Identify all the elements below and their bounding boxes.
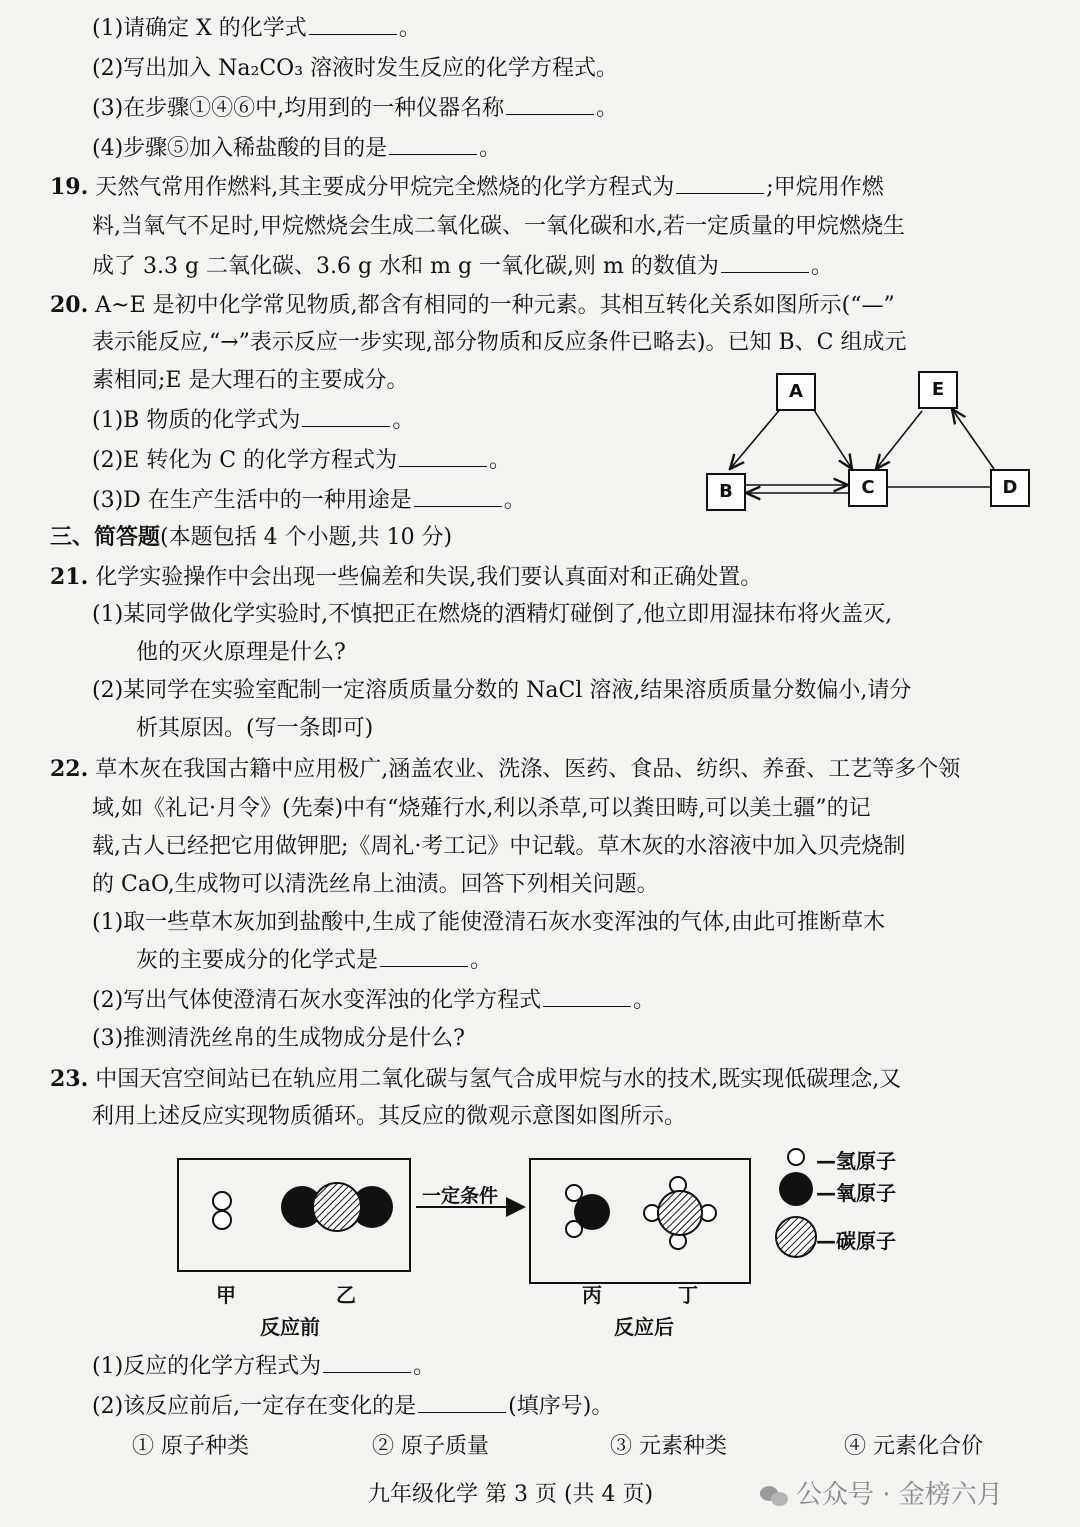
hydrogen-atom [213,1192,231,1210]
node-e: E [918,371,958,409]
q18-part4: (4)步骤⑤加入稀盐酸的目的是 。 [92,136,502,161]
q20-line1: 20. A~E 是初中化学常见物质,都含有相同的一种元素。其相互转化关系如图所示(“—” [50,292,895,318]
option-4: ④ 元素化合价 [844,1434,983,1459]
question-number: 20. [50,292,89,318]
option-2: ② 原子质量 [372,1434,489,1459]
q23-line2: 利用上述反应实现物质循环。其反应的微观示意图如图所示。 [92,1104,687,1129]
answer-blank [399,446,487,467]
q19-line1: 19. 天然气常用作燃料,其主要成分甲烷完全燃烧的化学方程式为 ;甲烷用作燃 [50,174,884,200]
legend-carbon: —碳原子 [816,1229,896,1253]
q22-part1b: 灰的主要成分的化学式是 。 [136,948,493,973]
label-bing: 丙 [582,1283,602,1307]
node-a: A [776,373,816,411]
watermark: 公众号 · 金榜六月 [760,1474,1003,1511]
legend-hydrogen: —氢原子 [816,1149,896,1173]
answer-blank [302,406,390,427]
section-title: 三、简答题(本题包括 4 个小题,共 10 分) [50,524,453,550]
q23-line1: 23. 中国天宫空间站已在轨应用二氧化碳与氢气合成甲烷与水的技术,既实现低碳理念,又 [50,1066,902,1092]
legend-carbon-icon [776,1217,816,1257]
label-before: 反应前 [260,1315,320,1339]
oxygen-atom [574,1194,610,1230]
question-number: 23. [50,1066,89,1092]
node-c: C [848,469,888,507]
q18-part1: (1)请确定 X 的化学式 。 [92,16,421,41]
q22-line4: 的 CaO,生成物可以清洗丝帛上油渍。回答下列相关问题。 [92,872,659,897]
carbon-atom [658,1191,702,1235]
answer-blank [418,1392,506,1413]
answer-blank [309,14,397,35]
answer-blank [543,986,631,1007]
legend-hydrogen-icon [788,1149,804,1165]
q20-part2: (2)E 转化为 C 的化学方程式为 。 [92,448,512,473]
label-after: 反应后 [614,1315,674,1339]
q21-part1b: 他的灭火原理是什么? [136,640,346,665]
hydrogen-atom [213,1211,231,1229]
arrow-e-c [876,411,922,469]
arrow-d-e [952,409,994,469]
q20-line3: 素相同;E 是大理石的主要成分。 [92,368,409,393]
question-number: 19. [50,174,89,200]
page-footer: 九年级化学 第 3 页 (共 4 页) [368,1482,654,1507]
answer-blank [676,173,764,194]
q21-part2b: 析其原因。(写一条即可) [136,716,374,741]
arrow-a-b [730,407,782,469]
q21-line1: 21. 化学实验操作中会出现一些偏差和失误,我们要认真面对和正确处置。 [50,564,763,590]
node-b: B [706,473,746,511]
q20-line2: 表示能反应,“→”表示反应一步实现,部分物质和反应条件已略去)。已知 B、C 组成元 [92,330,907,355]
micro-reaction-diagram [170,1145,930,1345]
q18-part2: (2)写出加入 Na₂CO₃ 溶液时发生反应的化学方程式。 [92,56,619,81]
option-1: ① 原子种类 [132,1434,249,1459]
carbon-atom [313,1183,361,1231]
arrow-label: 一定条件 [422,1185,499,1207]
q23-part2: (2)该反应前后,一定存在变化的是 (填序号)。 [92,1394,614,1419]
q22-line2: 域,如《礼记·月令》(先秦)中有“烧薙行水,利以杀草,可以粪田畴,可以美土疆”的记 [92,796,871,821]
question-number: 21. [50,564,89,590]
hydrogen-atom [566,1185,582,1201]
q23-part1: (1)反应的化学方程式为 。 [92,1354,436,1379]
q22-part1a: (1)取一些草木灰加到盐酸中,生成了能使澄清石灰水变浑浊的气体,由此可推断草木 [92,910,886,935]
legend-oxygen: —氧原子 [816,1181,896,1205]
answer-blank [721,252,809,273]
q21-part1a: (1)某同学做化学实验时,不慎把正在燃烧的酒精灯碰倒了,他立即用湿抹布将火盖灭, [92,602,893,627]
option-3: ③ 元素种类 [610,1434,727,1459]
answer-blank [414,486,502,507]
answer-blank [506,94,594,115]
arrow-a-c [812,407,852,469]
node-d: D [990,469,1030,507]
answer-blank [389,134,477,155]
legend-oxygen-icon [779,1172,813,1206]
q22-part2: (2)写出气体使澄清石灰水变浑浊的化学方程式 。 [92,988,656,1013]
answer-blank [323,1352,411,1373]
q20-part1: (1)B 物质的化学式为 。 [92,408,415,433]
answer-blank [380,946,468,967]
label-yi: 乙 [336,1283,356,1307]
wechat-icon [760,1484,790,1508]
relation-diagram [700,365,1040,515]
question-number: 22. [50,756,89,782]
q20-part3: (3)D 在生产生活中的一种用途是 。 [92,488,526,513]
q19-line3: 成了 3.3 g 二氧化碳、3.6 g 水和 m g 一氧化碳,则 m 的数值为 。 [92,254,833,279]
q22-line3: 载,古人已经把它用做钾肥;《周礼·考工记》中记载。草木灰的水溶液中加入贝壳烧制 [92,834,906,859]
q19-line2: 料,当氧气不足时,甲烷燃烧会生成二氧化碳、一氧化碳和水,若一定质量的甲烷燃烧生 [92,214,905,239]
q18-part3: (3)在步骤①④⑥中,均用到的一种仪器名称 。 [92,96,619,121]
q22-part3: (3)推测清洗丝帛的生成物成分是什么? [92,1026,465,1051]
after-box [530,1159,750,1283]
q21-part2a: (2)某同学在实验室配制一定溶质质量分数的 NaCl 溶液,结果溶质质量分数偏小,请分 [92,678,912,703]
label-ding: 丁 [678,1283,698,1307]
q22-line1: 22. 草木灰在我国古籍中应用极广,涵盖农业、洗涤、医药、食品、纺织、养蚕、工艺等多个领 [50,756,961,782]
label-jia: 甲 [216,1283,236,1307]
